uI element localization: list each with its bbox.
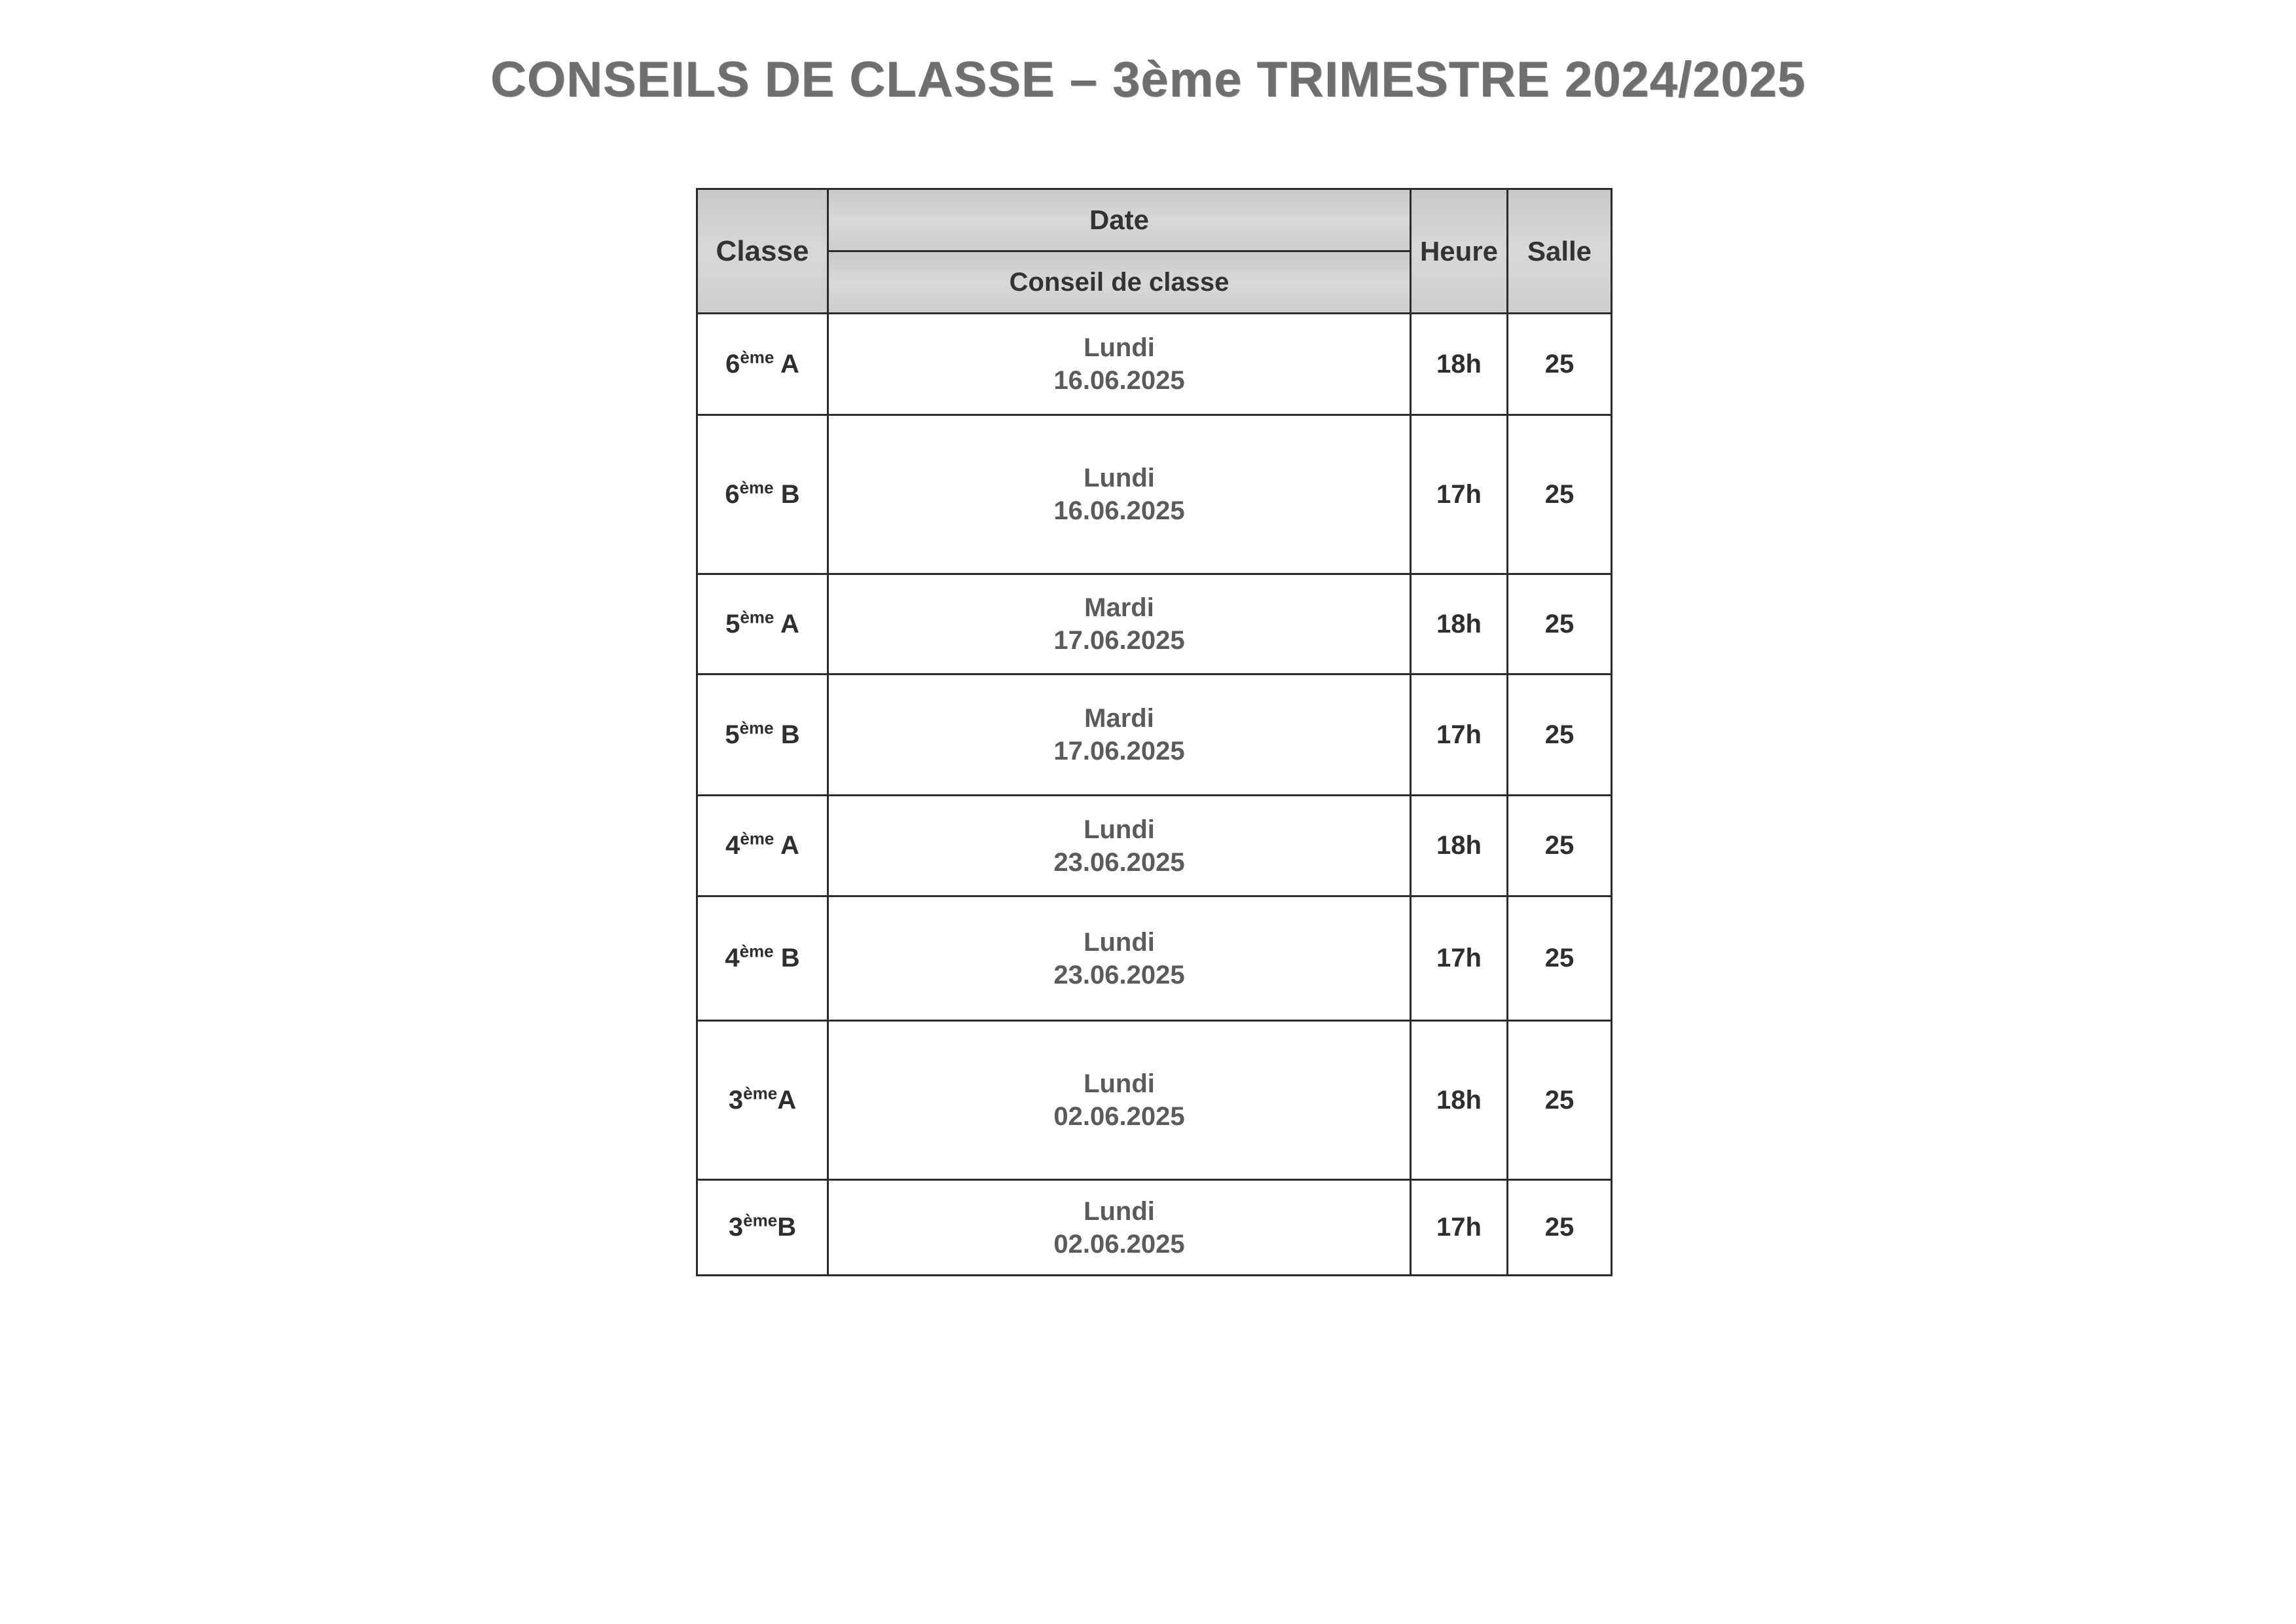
time-cell: 18h (1411, 1021, 1508, 1180)
table-row (697, 415, 1612, 574)
table-row (697, 314, 1612, 415)
header-salle: Salle (1508, 189, 1612, 314)
time-cell: 17h (1411, 415, 1508, 574)
page-title: CONSEILS DE CLASSE – 3ème TRIMESTRE 2024/2025 (490, 52, 1806, 107)
date-cell: Lundi 16.06.2025 (828, 415, 1411, 574)
table-row (697, 1180, 1612, 1276)
time-cell: 18h (1411, 574, 1508, 674)
room-cell: 25 (1508, 314, 1612, 415)
table-row (697, 674, 1612, 796)
room-cell: 25 (1508, 896, 1612, 1021)
date-cell: Lundi 23.06.2025 (828, 796, 1411, 896)
date-cell: Lundi 02.06.2025 (828, 1180, 1411, 1276)
class-cell: 5ème A (697, 574, 828, 674)
room-cell: 25 (1508, 1180, 1612, 1276)
room-cell: 25 (1508, 796, 1612, 896)
time-cell: 17h (1411, 1180, 1508, 1276)
schedule-table (696, 188, 1613, 1276)
date-cell: Mardi 17.06.2025 (828, 574, 1411, 674)
room-cell: 25 (1508, 1021, 1612, 1180)
header-date: Date (828, 189, 1411, 251)
time-cell: 17h (1411, 674, 1508, 796)
table-row (697, 896, 1612, 1021)
room-cell: 25 (1508, 415, 1612, 574)
room-cell: 25 (1508, 674, 1612, 796)
header-conseil-de-classe: Conseil de classe (828, 251, 1411, 314)
table-row (697, 574, 1612, 674)
time-cell: 17h (1411, 896, 1508, 1021)
table-row (697, 796, 1612, 896)
class-cell: 4ème A (697, 796, 828, 896)
date-cell: Lundi 16.06.2025 (828, 314, 1411, 415)
date-cell: Lundi 02.06.2025 (828, 1021, 1411, 1180)
time-cell: 18h (1411, 796, 1508, 896)
header-classe: Classe (697, 189, 828, 314)
header-heure: Heure (1411, 189, 1508, 314)
class-cell: 3èmeB (697, 1180, 828, 1276)
date-cell: Mardi 17.06.2025 (828, 674, 1411, 796)
class-cell: 4ème B (697, 896, 828, 1021)
time-cell: 18h (1411, 314, 1508, 415)
table-row (697, 1021, 1612, 1180)
class-cell: 5ème B (697, 674, 828, 796)
class-cell: 3èmeA (697, 1021, 828, 1180)
class-cell: 6ème B (697, 415, 828, 574)
table-header (697, 189, 1612, 314)
class-cell: 6ème A (697, 314, 828, 415)
date-cell: Lundi 23.06.2025 (828, 896, 1411, 1021)
room-cell: 25 (1508, 574, 1612, 674)
